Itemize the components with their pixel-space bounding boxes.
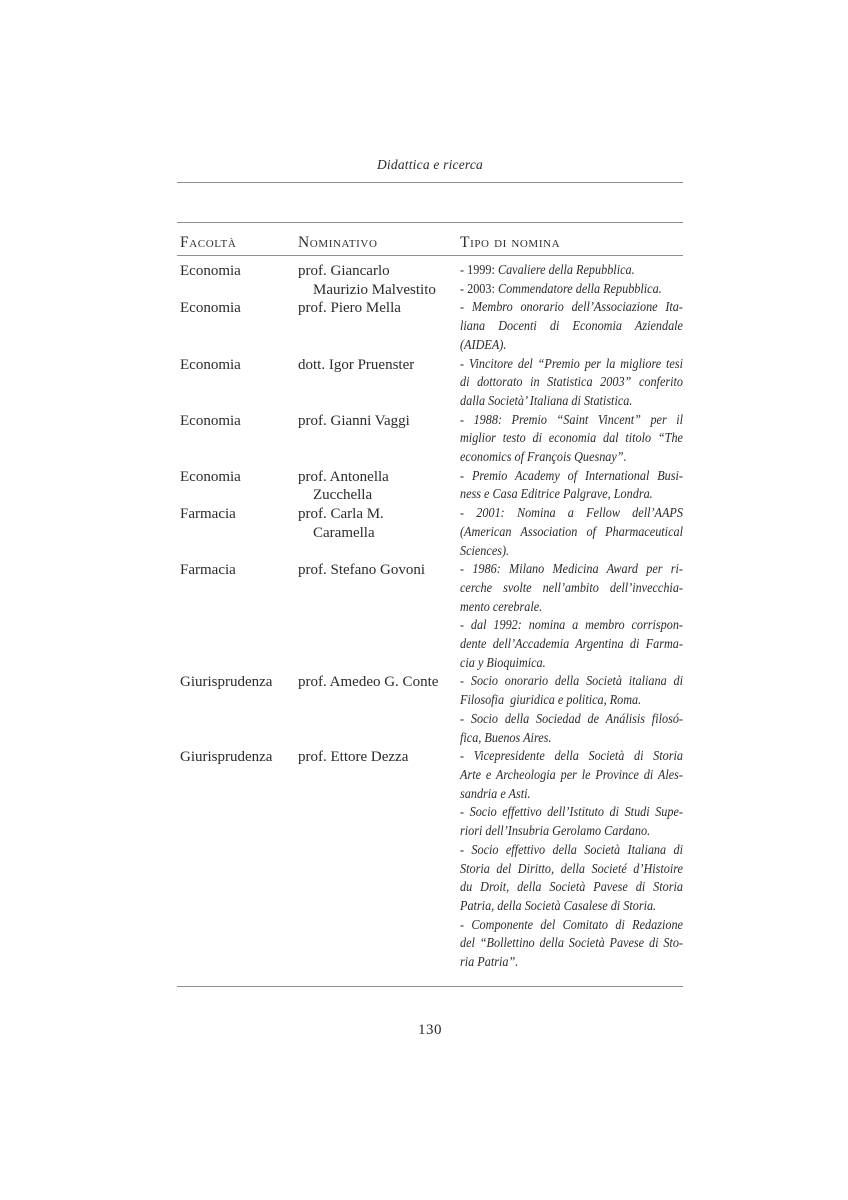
name-line: prof. Amedeo G. Conte bbox=[298, 674, 439, 691]
nomination-text: Storia del Diritto, della Societé d’Histoire bbox=[460, 861, 683, 877]
nomination-text: - Socio effettivo dell’Istituto di Studi Supe- bbox=[460, 805, 683, 821]
nomination-line bbox=[460, 767, 683, 786]
nomination-text: riori dell’Insubria Gerolamo Cardano. bbox=[460, 824, 651, 840]
table-header-row bbox=[177, 233, 683, 253]
faculty-cell: Economia bbox=[180, 300, 241, 317]
nomination-line bbox=[460, 449, 683, 468]
name-line: Zucchella bbox=[313, 487, 373, 504]
column-header-facolta: Facoltà bbox=[180, 234, 237, 251]
nomination-line bbox=[460, 281, 683, 300]
table-row bbox=[180, 356, 683, 412]
faculty-cell: Farmacia bbox=[180, 506, 236, 523]
nomination-line bbox=[460, 599, 683, 618]
nomination-line bbox=[460, 842, 683, 861]
table-row bbox=[180, 748, 683, 972]
name-line: prof. Gianni Vaggi bbox=[298, 412, 410, 429]
nomination-line bbox=[460, 861, 683, 880]
nomination-text: dente dell’Accademia Argentina di Farma- bbox=[460, 637, 683, 653]
faculty-cell: Economia bbox=[180, 356, 241, 373]
table-row bbox=[180, 561, 683, 673]
nomination-text: - Socio della Sociedad de Análisis filosó- bbox=[460, 711, 683, 727]
nomination-text: du Droit, della Società Pavese di Storia bbox=[460, 880, 683, 896]
name-cell bbox=[298, 673, 460, 692]
nomination-line bbox=[460, 617, 683, 636]
name-line: dott. Igor Pruenster bbox=[298, 356, 415, 373]
table-body bbox=[177, 262, 683, 973]
table-bottom-rule bbox=[177, 986, 683, 987]
nomination-cell bbox=[460, 505, 683, 561]
nomination-text: - Vicepresidente della Società di Storia bbox=[460, 749, 683, 765]
name-cell bbox=[298, 468, 460, 505]
nomination-text: cia y Bioquimica. bbox=[460, 655, 546, 671]
nomination-text: cerche svolte nell’ambito dell’invecchia- bbox=[460, 580, 683, 596]
nomination-text: ness e Casa Editrice Palgrave, Londra. bbox=[460, 487, 653, 503]
nomination-text: economics of François Quesnay”. bbox=[460, 450, 627, 466]
table-row bbox=[180, 262, 683, 299]
nomination-line bbox=[460, 299, 683, 318]
nomination-text: - Socio effettivo della Società Italiana di bbox=[460, 842, 683, 858]
nomination-line bbox=[460, 692, 683, 711]
nomination-line bbox=[460, 412, 683, 431]
name-cell bbox=[298, 561, 460, 580]
nomination-text: Filosofia giuridica e politica, Roma. bbox=[460, 693, 642, 709]
nomination-line bbox=[460, 524, 683, 543]
name-line: prof. Giancarlo bbox=[298, 263, 390, 279]
nomination-line bbox=[460, 393, 683, 412]
name-line: prof. Piero Mella bbox=[298, 300, 401, 317]
running-head: Didattica e ricerca bbox=[376, 157, 484, 172]
nomination-line bbox=[460, 543, 683, 562]
nomination-text: dalla Società’ Italiana di Statistica. bbox=[460, 393, 633, 409]
name-line: prof. Antonella bbox=[298, 468, 389, 485]
nomination-line bbox=[460, 356, 683, 375]
nomination-year-prefix: - 1999: bbox=[460, 263, 498, 278]
nomination-cell bbox=[460, 412, 683, 468]
nomination-year-prefix: - 2003: bbox=[460, 281, 498, 297]
nomination-text: ria Patria”. bbox=[460, 955, 519, 971]
nomination-line bbox=[460, 954, 683, 973]
table-row bbox=[180, 412, 683, 468]
column-header-nominativo: Nominativo bbox=[298, 234, 378, 251]
name-cell bbox=[298, 505, 460, 542]
name-cell bbox=[298, 412, 460, 431]
nomination-text: - Componente del Comitato di Redazione bbox=[460, 917, 683, 933]
nomination-line bbox=[460, 580, 683, 599]
nomination-line bbox=[460, 486, 683, 505]
nomination-text: Cavaliere della Repubblica. bbox=[497, 263, 635, 278]
nomination-text: Commendatore della Repubblica. bbox=[497, 281, 662, 297]
name-line: Maurizio Malvestito bbox=[313, 281, 436, 298]
nomination-line bbox=[460, 318, 683, 337]
nomination-text: - Premio Academy of International Busi- bbox=[460, 468, 683, 484]
name-line: Caramella bbox=[313, 524, 375, 541]
nomination-text: miglior testo di economia dal titolo “The bbox=[460, 431, 683, 447]
faculty-cell: Giurisprudenza bbox=[180, 674, 273, 691]
nomination-cell bbox=[460, 673, 683, 748]
name-line: prof. Ettore Dezza bbox=[298, 749, 409, 766]
nomination-line bbox=[460, 898, 683, 917]
nomination-line bbox=[460, 879, 683, 898]
nomination-line bbox=[460, 262, 683, 281]
page-number: 130 bbox=[418, 1022, 442, 1038]
nomination-text: fica, Buenos Aires. bbox=[460, 730, 552, 746]
table-header-rule bbox=[177, 255, 683, 256]
nomination-text: (AIDEA). bbox=[460, 337, 507, 353]
nomination-cell bbox=[460, 748, 683, 972]
faculty-cell: Economia bbox=[180, 468, 241, 485]
nomination-cell bbox=[460, 561, 683, 673]
table-top-rule bbox=[177, 222, 683, 223]
nomination-line bbox=[460, 505, 683, 524]
nomination-text: (American Association of Pharmaceutical bbox=[460, 524, 683, 540]
nomination-text: mento cerebrale. bbox=[460, 599, 543, 615]
nomination-line bbox=[460, 337, 683, 356]
name-line: prof. Carla M. bbox=[298, 506, 384, 523]
name-cell bbox=[298, 748, 460, 767]
nomination-line bbox=[460, 561, 683, 580]
nomination-line bbox=[460, 935, 683, 954]
nomination-line bbox=[460, 468, 683, 487]
nomination-line bbox=[460, 374, 683, 393]
nomination-text: - Vincitore del “Premio per la migliore tesi bbox=[460, 356, 683, 372]
nomination-text: - 1988: Premio “Saint Vincent” per il bbox=[460, 412, 683, 428]
nomination-cell bbox=[460, 262, 683, 299]
faculty-cell: Economia bbox=[180, 263, 241, 279]
name-line: prof. Stefano Govoni bbox=[298, 562, 426, 579]
nomination-text: Sciences). bbox=[460, 543, 510, 559]
table-row bbox=[180, 299, 683, 355]
faculty-cell: Farmacia bbox=[180, 562, 236, 579]
nomination-line bbox=[460, 636, 683, 655]
nomination-text: sandria e Asti. bbox=[460, 786, 531, 802]
nomination-text: - 1986: Milano Medicina Award per ri- bbox=[460, 562, 683, 578]
nomination-line bbox=[460, 430, 683, 449]
nomination-line bbox=[460, 730, 683, 749]
nomination-line bbox=[460, 786, 683, 805]
nomination-cell bbox=[460, 299, 683, 355]
nomination-text: - 2001: Nomina a Fellow dell’AAPS bbox=[460, 506, 683, 522]
nomination-line bbox=[460, 655, 683, 674]
nomination-line bbox=[460, 711, 683, 730]
column-header-tipo-di-nomina: Tipo di nomina bbox=[460, 234, 561, 251]
header-divider bbox=[177, 182, 683, 183]
nomination-line bbox=[460, 748, 683, 767]
name-cell bbox=[298, 299, 460, 318]
nomination-text: del “Bollettino della Società Pavese di Sto- bbox=[460, 936, 683, 952]
faculty-cell: Economia bbox=[180, 412, 241, 429]
nomination-text: di dottorato in Statistica 2003” conferito bbox=[460, 375, 683, 391]
nomination-text: - Membro onorario dell’Associazione Ita- bbox=[460, 300, 683, 316]
name-cell bbox=[298, 262, 460, 299]
nomination-text: Patria, della Società Casalese di Storia. bbox=[460, 898, 657, 914]
nomination-text: liana Docenti di Economia Aziendale bbox=[460, 319, 683, 335]
nomination-text: - Socio onorario della Società italiana di bbox=[460, 674, 683, 690]
nomination-line bbox=[460, 917, 683, 936]
nomination-cell bbox=[460, 468, 683, 505]
nomination-line bbox=[460, 673, 683, 692]
nomination-text: - dal 1992: nomina a membro corrispon- bbox=[460, 618, 683, 634]
faculty-cell: Giurisprudenza bbox=[180, 749, 273, 766]
nomination-cell bbox=[460, 356, 683, 412]
table-row bbox=[180, 505, 683, 561]
table-row bbox=[180, 468, 683, 505]
name-cell bbox=[298, 356, 460, 375]
nomination-line bbox=[460, 804, 683, 823]
table-row bbox=[180, 673, 683, 748]
nomination-line bbox=[460, 823, 683, 842]
nomination-text: Arte e Archeologia per le Province di Ales- bbox=[460, 767, 683, 783]
